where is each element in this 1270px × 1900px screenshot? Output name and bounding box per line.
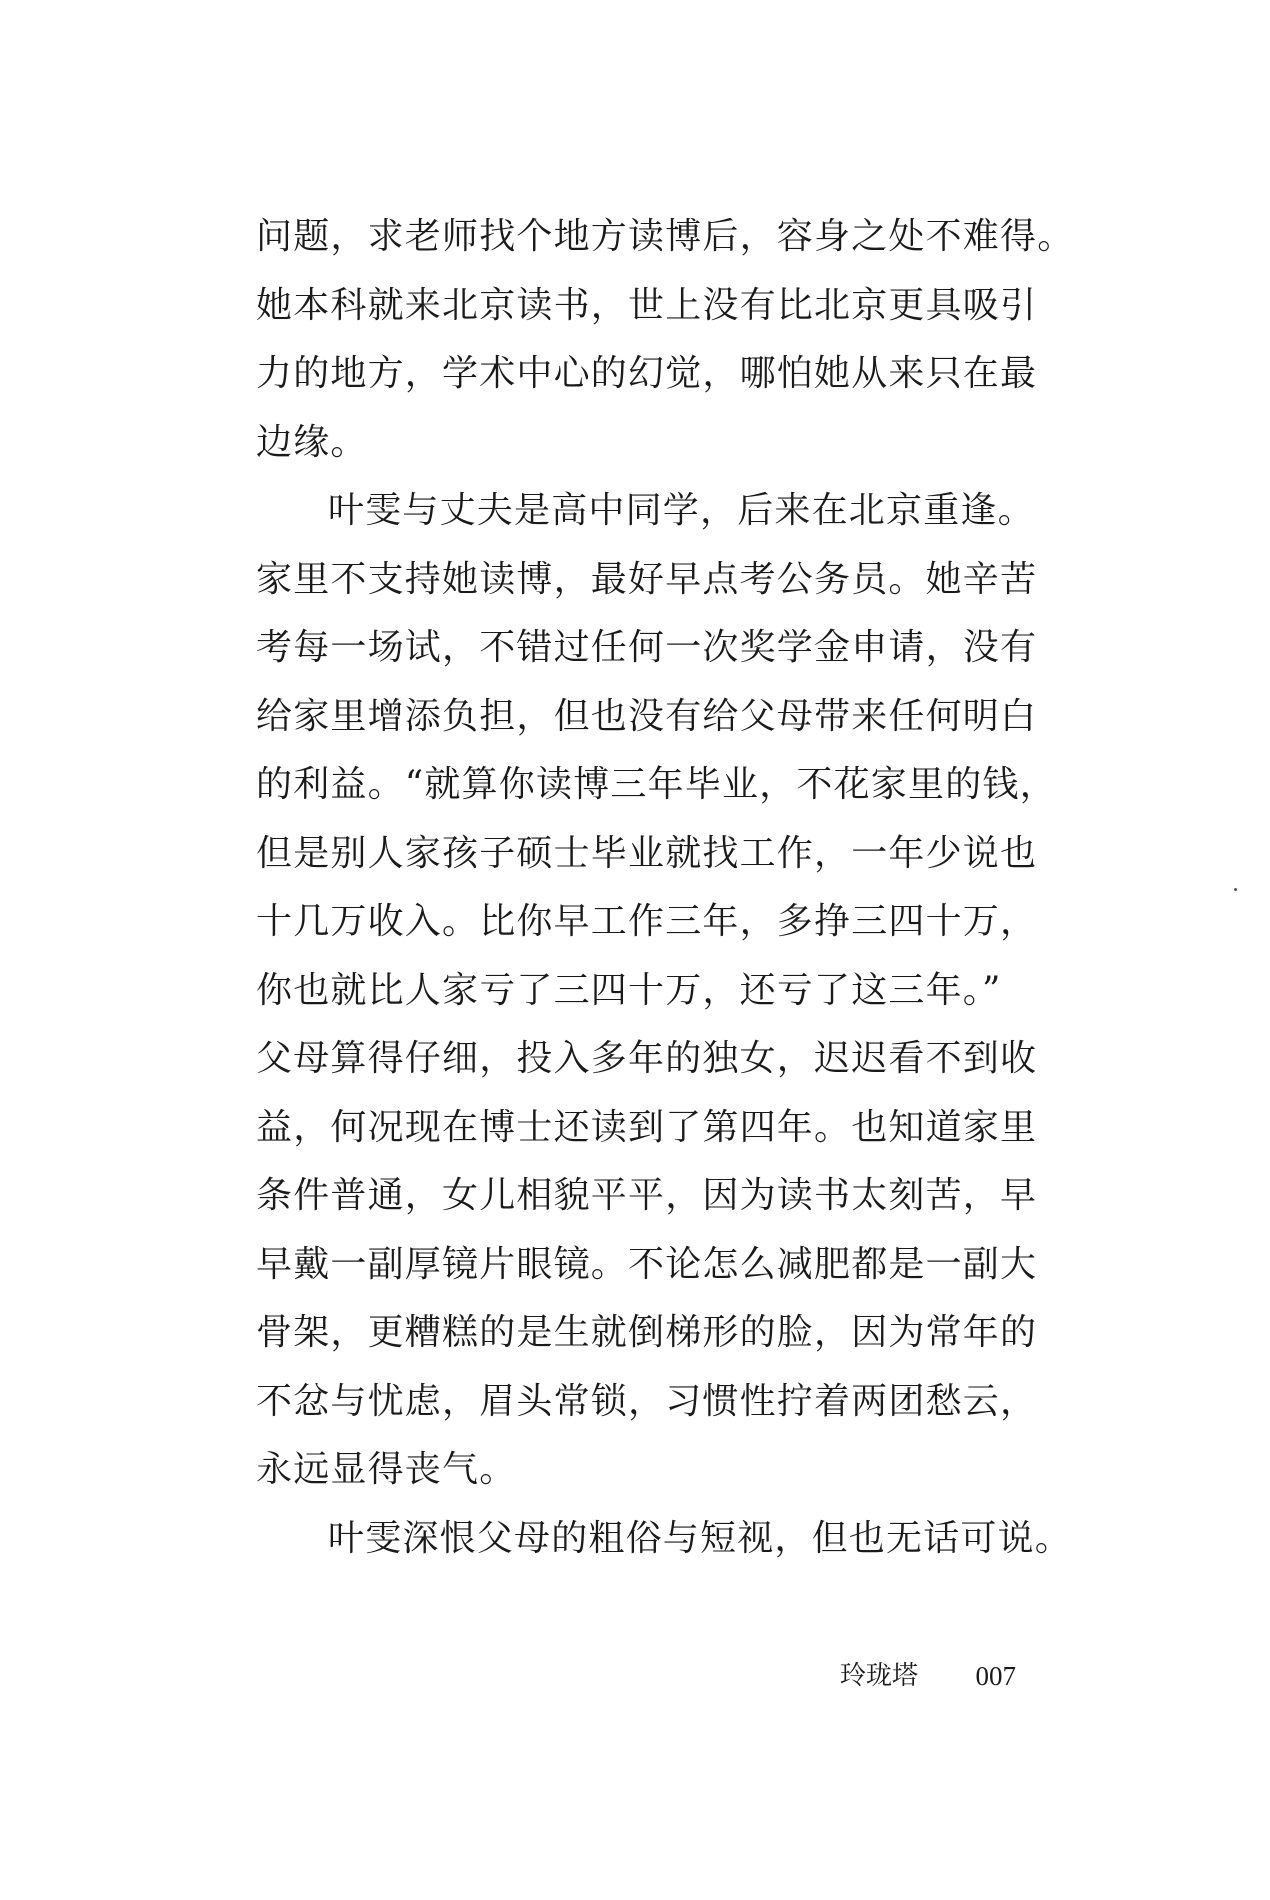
text-line: 父母算得仔细，投入多年的独女，迟迟看不到收 [256, 1038, 1038, 1079]
page-number: 007 [975, 1661, 1016, 1691]
text-line: 家里不支持她读博，最好早点考公务员。她辛苦 [256, 558, 1038, 600]
text-line: 不忿与忧虑，眉头常锁，习惯性拧着两团愁云， [256, 1380, 1038, 1422]
page-footer [840, 1656, 1016, 1696]
text-line: 的利益。“就算你读博三年毕业，不花家里的钱， [256, 764, 1057, 805]
text-line: 永远显得丧气。 [256, 1449, 517, 1490]
text-line: 考每一场试，不错过任何一次奖学金申请，没有 [256, 627, 1038, 668]
running-title: 玲珑塔 [840, 1661, 919, 1691]
text-line: 力的地方，学术中心的幻觉，哪怕她从来只在最 [256, 353, 1038, 394]
text-line: 边缘。 [256, 421, 368, 463]
text-line: 她本科就来北京读书，世上没有比北京更具吸引 [256, 284, 1038, 326]
paragraph-start-line: 叶雯深恨父母的粗俗与短视，但也无话可说。 [328, 1517, 1073, 1559]
body-text [256, 207, 1075, 1577]
text-line: 问题，求老师找个地方读博后，容身之处不难得。 [256, 216, 1075, 257]
text-line: 条件普通，女儿相貌平平，因为读书太刻苦，早 [256, 1175, 1038, 1216]
text-line: 早戴一副厚镜片眼镜。不论怎么减肥都是一副大 [256, 1243, 1038, 1285]
paragraph-start-line: 叶雯与丈夫是高中同学，后来在北京重逢。 [328, 490, 1035, 531]
text-line: 但是别人家孩子硕士毕业就找工作，一年少说也 [256, 832, 1038, 874]
text-line: 给家里增添负担，但也没有给父母带来任何明白 [256, 695, 1038, 737]
text-line: 十几万收入。比你早工作三年，多挣三四十万， [256, 901, 1038, 942]
text-line: 益，何况现在博士还读到了第四年。也知道家里 [256, 1106, 1038, 1148]
text-line: 你也就比人家亏了三四十万，还亏了这三年。” [256, 969, 1002, 1011]
text-line: 骨架，更糟糕的是生就倒梯形的脸，因为常年的 [256, 1312, 1038, 1353]
print-speck [1234, 888, 1237, 891]
